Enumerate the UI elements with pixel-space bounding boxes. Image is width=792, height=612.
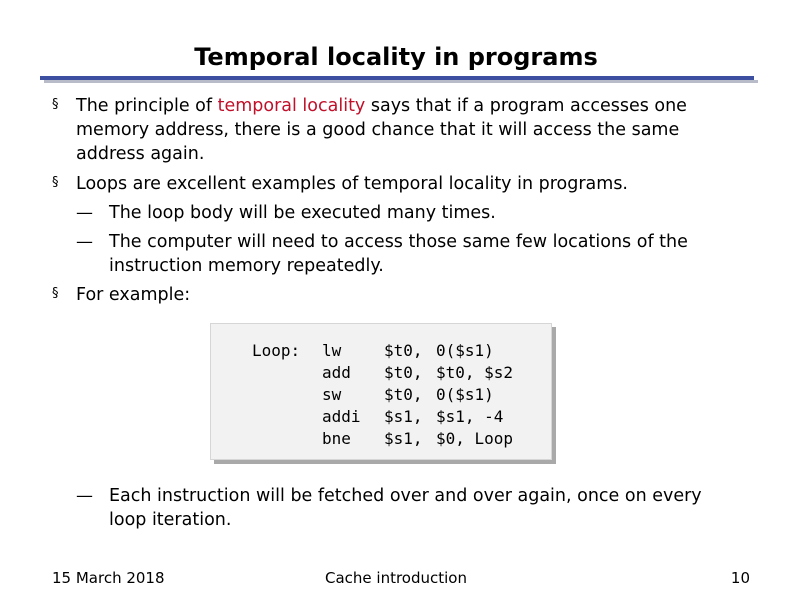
- code-operands: 0($s1): [436, 341, 494, 360]
- page-number: 10: [730, 569, 750, 587]
- dash-marker: —: [76, 486, 93, 506]
- code-register: $t0,: [384, 363, 423, 382]
- code-register: $t0,: [384, 341, 423, 360]
- sub-bullet-2-line-2: instruction memory repeatedly.: [109, 256, 384, 276]
- code-line: [211, 406, 504, 428]
- code-opcode: add: [322, 363, 351, 382]
- title-rule: [40, 76, 754, 80]
- code-block: [210, 323, 552, 460]
- code-line: [211, 428, 514, 450]
- code-line: [211, 340, 494, 362]
- code-line: [211, 384, 494, 406]
- code-register: $s1,: [384, 429, 423, 448]
- code-label: Loop:: [252, 341, 301, 360]
- dash-marker: —: [76, 203, 93, 223]
- bullet-1-line-2: memory address, there is a good chance that it will access the same: [76, 120, 680, 140]
- code-register: $t0,: [384, 385, 423, 404]
- code-operands: $s1, -4: [436, 407, 504, 426]
- bullet-marker: §: [52, 286, 59, 301]
- code-opcode: addi: [322, 407, 361, 426]
- sub-bullet-3-line-1: Each instruction will be fetched over and over again, once on every: [109, 486, 702, 506]
- title-rule-shadow: [44, 80, 758, 83]
- code-operands: $0, Loop: [436, 429, 514, 448]
- bullet-marker: §: [52, 175, 59, 190]
- code-opcode: sw: [322, 385, 342, 404]
- sub-bullet-1-text: The loop body will be executed many times.: [109, 203, 496, 223]
- bullet-1-text-post: says that if a program accesses one: [365, 96, 687, 116]
- code-register: $s1,: [384, 407, 423, 426]
- sub-bullet-2-line-1: The computer will need to access those same few locations of the: [109, 232, 688, 252]
- bullet-2-text: Loops are excellent examples of temporal locality in programs.: [76, 174, 628, 194]
- bullet-1-highlight: temporal locality: [217, 96, 366, 116]
- bullet-marker: §: [52, 97, 59, 112]
- footer-title: Cache introduction: [325, 569, 467, 587]
- footer-date: 15 March 2018: [52, 569, 165, 587]
- code-opcode: lw: [322, 341, 342, 360]
- slide-title: Temporal locality in programs: [194, 43, 598, 71]
- bullet-3-text: For example:: [76, 285, 191, 305]
- bullet-1-line-3: address again.: [76, 144, 205, 164]
- code-opcode: bne: [322, 429, 351, 448]
- dash-marker: —: [76, 232, 93, 252]
- sub-bullet-3-line-2: loop iteration.: [109, 510, 232, 530]
- code-line: [211, 362, 514, 384]
- code-operands: $t0, $s2: [436, 363, 514, 382]
- bullet-1-text-pre: The principle of: [76, 96, 218, 116]
- code-operands: 0($s1): [436, 385, 494, 404]
- bullet-1-line-1: [76, 94, 687, 118]
